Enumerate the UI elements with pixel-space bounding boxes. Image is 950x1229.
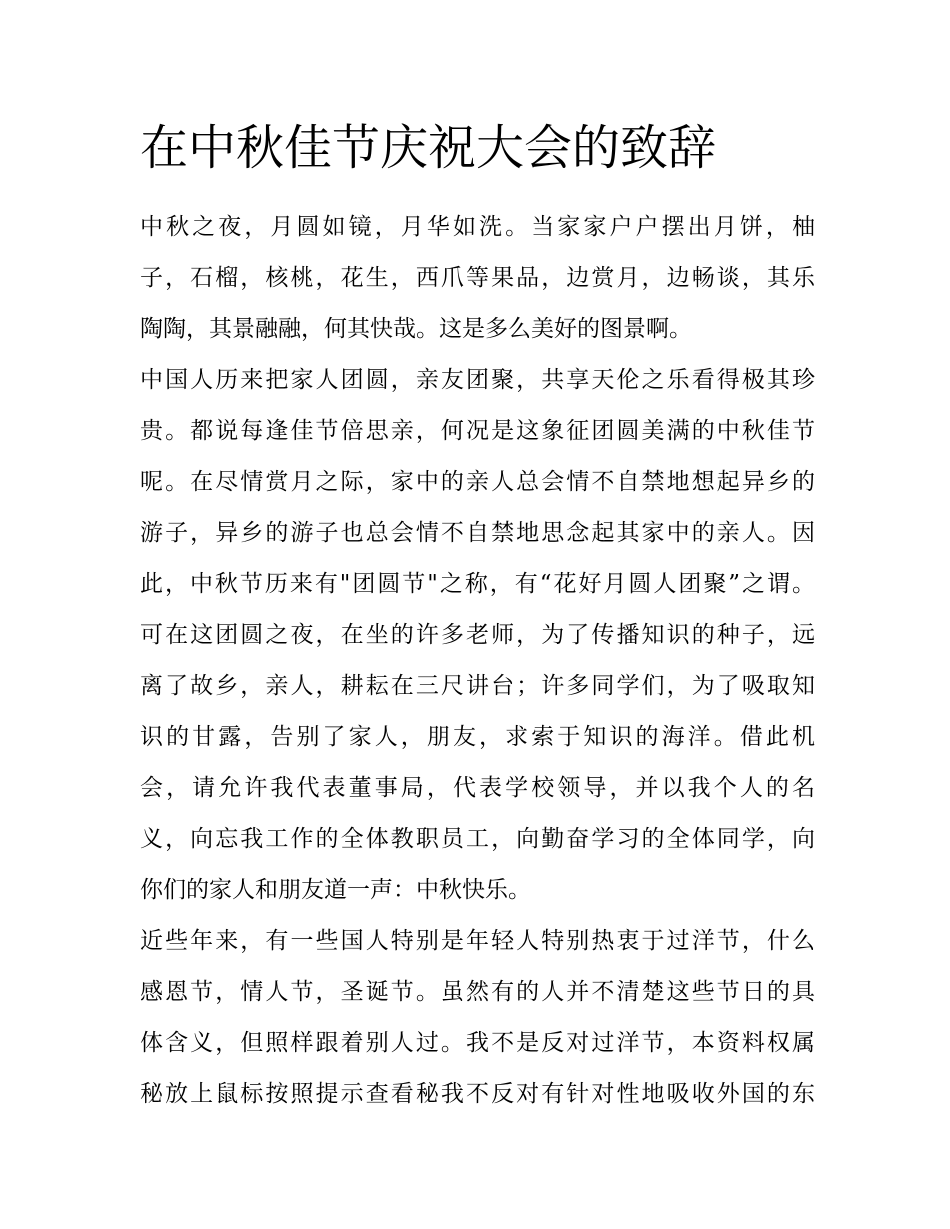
text-line: 贵。都说每逢佳节倍思亲，何况是这象征团圆美满的中秋佳节 [140,418,815,444]
text-line: 陶陶，其景融融，何其快哉。这是多么美好的图景啊。 [140,316,692,342]
text-line: 此，中秋节历来有"团圆节"之称，有“花好月圆人团聚”之谓。 [140,571,815,597]
text-line: 义，向忘我工作的全体教职员工，向勤奋学习的全体同学，向 [140,826,815,852]
document-body [140,202,815,1120]
document-content [140,112,815,1120]
text-line: 子，石榴，核桃，花生，西爪等果品，边赏月，边畅谈，其乐 [140,265,815,291]
text-line: 可在这团圆之夜，在坐的许多老师，为了传播知识的种子，远 [140,622,815,648]
text-line: 呢。在尽情赏月之际，家中的亲人总会情不自禁地想起异乡的 [140,469,815,495]
text-line: 会，请允许我代表董事局，代表学校领导，并以我个人的名 [140,775,815,801]
document-title: 在中秋佳节庆祝大会的致辞 [140,120,717,176]
text-line: 识的甘露，告别了家人，朋友，求索于知识的海洋。借此机 [140,724,815,750]
text-line: 体含义，但照样跟着别人过。我不是反对过洋节，本资料权属 [140,1030,815,1056]
text-line: 感恩节，情人节，圣诞节。虽然有的人并不清楚这些节日的具 [140,979,815,1005]
text-line: 游子，异乡的游子也总会情不自禁地思念起其家中的亲人。因 [140,520,815,546]
text-line: 离了故乡，亲人，耕耘在三尺讲台；许多同学们，为了吸取知 [140,673,815,699]
text-line: 秘放上鼠标按照提示查看秘我不反对有针对性地吸收外国的东 [140,1081,815,1107]
text-line: 中国人历来把家人团圆，亲友团聚，共享天伦之乐看得极其珍 [140,367,815,393]
text-line: 近些年来，有一些国人特别是年轻人特别热衷于过洋节，什么 [140,928,815,954]
text-line: 你们的家人和朋友道一声：中秋快乐。 [140,877,531,903]
text-line: 中秋之夜，月圆如镜，月华如洗。当家家户户摆出月饼，柚 [140,214,815,240]
